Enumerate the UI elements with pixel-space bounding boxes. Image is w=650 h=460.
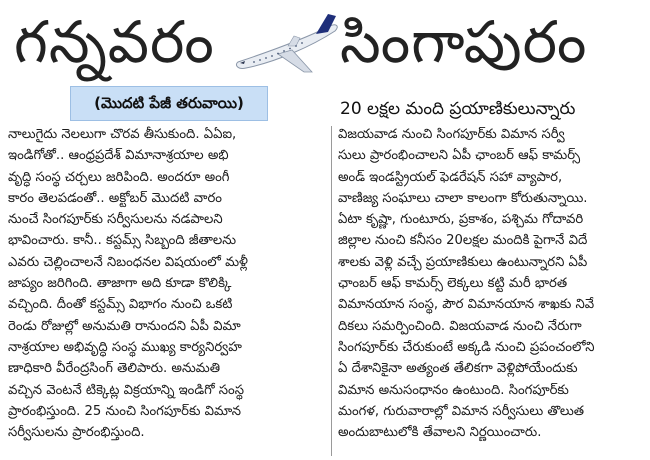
left-column-line: నాశ్రయాల అభివృద్ధి సంస్థ ముఖ్య కార్యనిర్వహ: [8, 339, 242, 355]
right-column-line: దికలు సమర్పించింది. విజయవాడ నుంచి నేరుగా: [338, 318, 582, 334]
right-column-line: ఏటా కృష్ణా, గుంటూరు, ప్రకాశం, పశ్చిమ గోదావరి: [338, 212, 584, 228]
right-column-line: ఛాంబర్ ఆఫ్ కామర్స్ లెక్కలు కట్టి మరీ భారత: [338, 276, 568, 292]
sub-headline: 20 లక్షల మంది ప్రయాణికులున్నారు: [340, 99, 576, 119]
continued-label: (మొదటి పేజీ తరువాయి): [70, 86, 268, 121]
headline: [0, 4, 650, 84]
headline-right: సింగాపురం: [340, 8, 588, 76]
left-column-line: సర్వీసులను ప్రారంభిస్తుంది.: [8, 425, 145, 441]
right-column-line: ఏ దేశానికైనా అత్యంత తేలికగా వెళ్లిపోయేందుకు: [338, 361, 578, 377]
left-column-line: భావించారు. కానీ.. కస్టమ్స్ సిబ్బంది జీతాలను: [8, 233, 237, 249]
left-column-line: వృద్ధి సంస్థ చర్చలు జరిపింది. అందరూ అంగీ: [8, 169, 230, 185]
left-column-line: ఎవరు చెల్లించాలనే నిబంధనల విషయంలో మళ్లీ: [8, 254, 248, 270]
right-column-line: వాణిజ్య సంఘాలు చాలా కాలంగా కోరుతున్నాయి.: [338, 190, 588, 206]
left-column-line: ణాధికారి వీరేంద్రసింగ్ తెలిపారు. అనుమతి: [8, 361, 221, 377]
left-column-line: వచ్చింది. దీంతో కస్టమ్స్ విభాగం నుంచి ఒకటి: [8, 297, 233, 313]
right-column-line: జిల్లాల నుంచి కనీసం 20లక్షల మందికి పైగానే విదే: [338, 233, 588, 249]
right-column-line: శాలకు వెళ్లి వచ్చే ప్రయాణికులు ఉంటున్నారని ఏపీ: [338, 254, 588, 270]
left-column-line: ఇండిగోతో.. ఆంధ్రప్రదేశ్ విమానాశ్రయాల అభి: [8, 148, 229, 164]
column-divider: [331, 126, 332, 456]
right-column: [338, 124, 644, 443]
airplane-illustration: [232, 10, 342, 80]
left-column-line: నాలుగైదు నెలలుగా చొరవ తీసుకుంది. ఏఏఐ,: [8, 127, 237, 142]
right-column-line: మంగళ, గురువారాల్లో విమాన సర్వీసులు తొలుత: [338, 403, 585, 419]
right-column-line: విమానయాన సంస్థ, పౌర విమానయాన శాఖకు నివే: [338, 297, 595, 313]
headline-left: గన్నవరం: [14, 8, 215, 76]
right-column-line: అండ్ ఇండస్ట్రియల్ ఫెడరేషన్ సహా వ్యాపార,: [338, 169, 563, 185]
right-column-line: విమాన అనుసంధానం ఉంటుంది. సింగపూర్‌కు: [338, 382, 569, 398]
right-column-line: విజయవాడ నుంచి సింగపూర్‌కు విమాన సర్వీ: [338, 127, 565, 142]
right-column-line: సులు ప్రారంభించాలని ఏపీ ఛాంబర్ ఆఫ్ కామర్స్: [338, 148, 581, 164]
left-column-line: కారం తెలపడంతో.. అక్టోబర్ మొదటి వారం: [8, 190, 222, 206]
left-column: [8, 124, 322, 443]
left-column-line: రెండు రోజుల్లో అనుమతి రానుందని ఏపీ విమా: [8, 318, 241, 334]
left-column-line: నుంచే సింగపూర్‌కు సర్వీసులను నడపాలని: [8, 212, 223, 228]
right-column-line: అందుబాటులోకి తేవాలని నిర్ణయించారు.: [338, 425, 542, 441]
left-column-line: జాప్యం జరిగింది. తాజాగా అది కూడా కొలిక్కి: [8, 276, 232, 292]
left-column-line: ప్రారంభిస్తుంది. 25 నుంచి సింగపూర్‌కు విమాన: [8, 403, 242, 419]
right-column-line: సింగపూర్‌కు చేరుకుంటే అక్కడి నుంచి ప్రపంచంలోని: [338, 339, 595, 355]
left-column-line: వచ్చిన వెంటనే టిక్కెట్ల విక్రయాన్ని ఇండిగో సంస్థ: [8, 382, 244, 398]
